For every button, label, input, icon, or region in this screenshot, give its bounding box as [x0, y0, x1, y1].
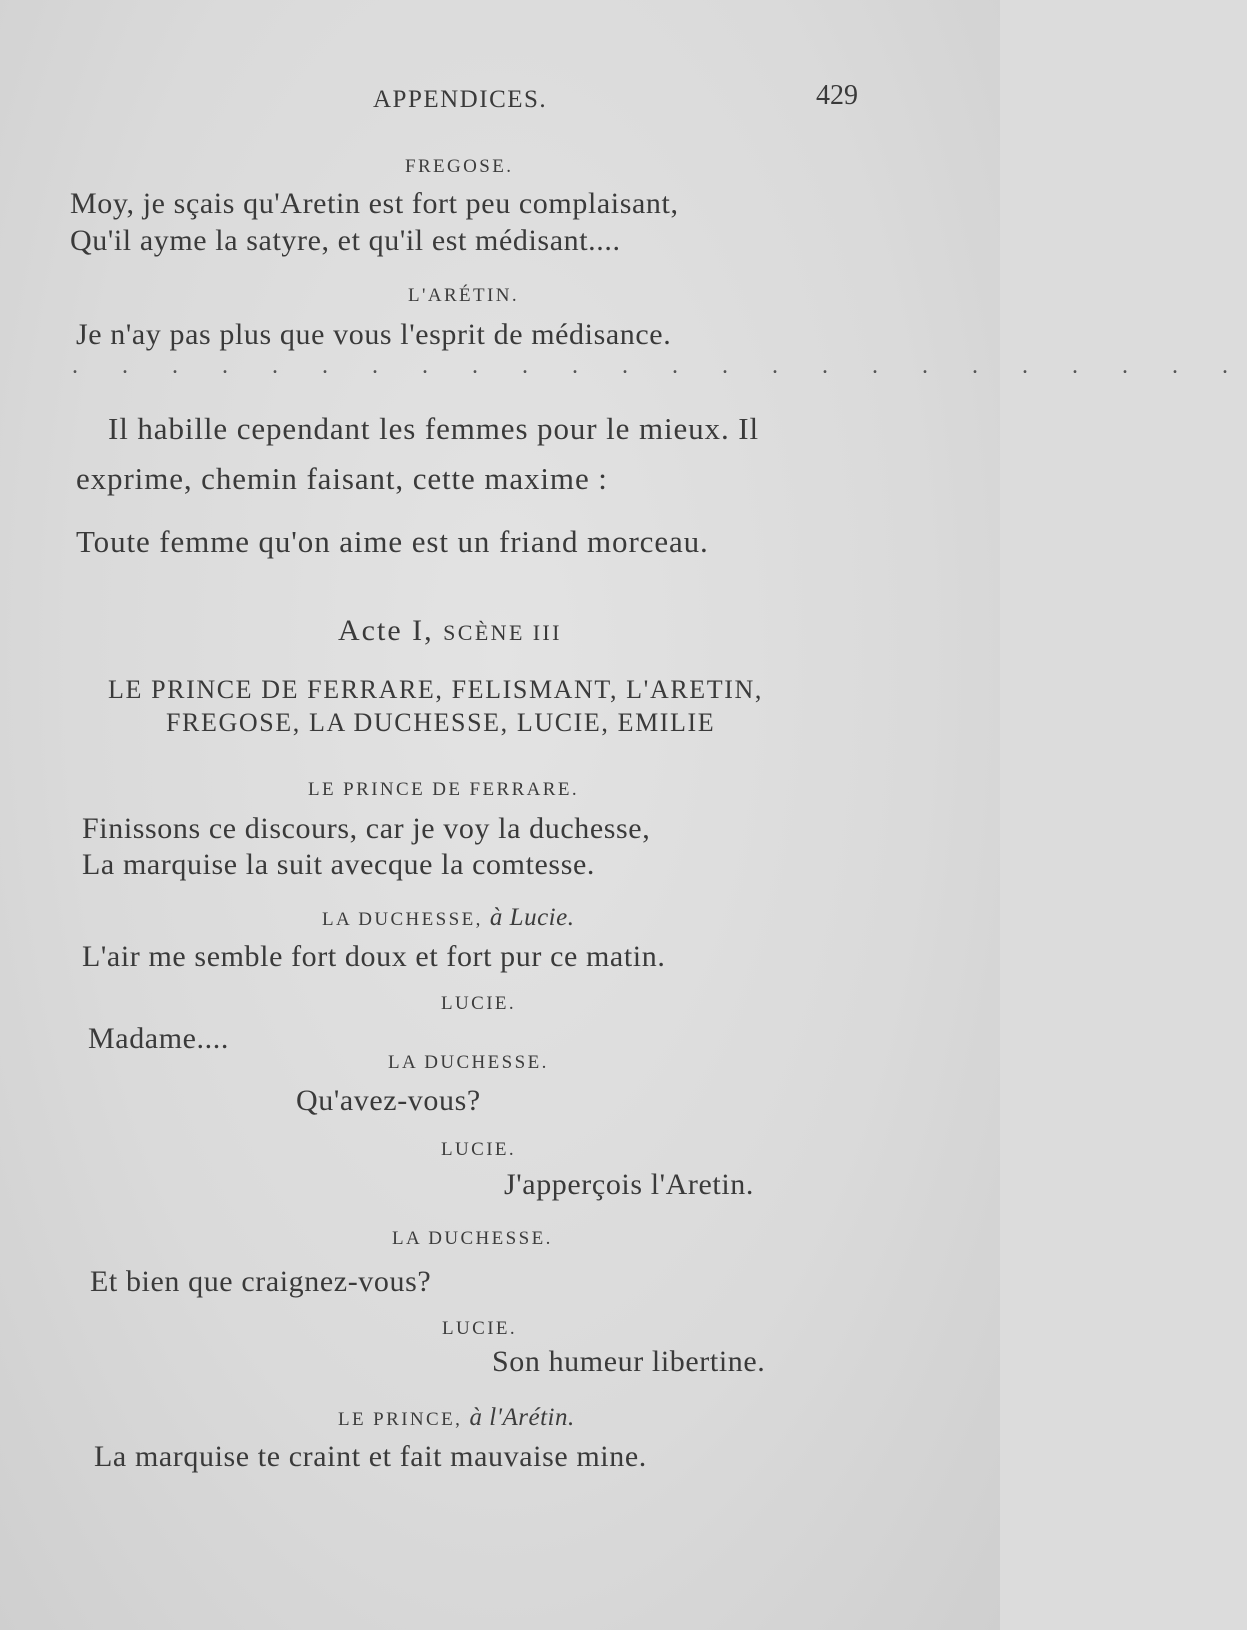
verse-line: Madame....	[88, 1022, 229, 1055]
speaker-lucie: LUCIE.	[442, 1318, 518, 1339]
verse-line: La marquise la suit avecque la comtesse.	[82, 848, 595, 881]
verse-line: Je n'ay pas plus que vous l'esprit de médisance.	[76, 318, 672, 351]
verse-line: L'air me semble fort doux et fort pur ce matin.	[82, 940, 666, 973]
verse-line: J'apperçois l'Aretin.	[504, 1168, 755, 1201]
verse-line: Son humeur libertine.	[492, 1345, 766, 1378]
speaker-le-prince	[338, 1404, 575, 1432]
speaker-name: LE PRINCE,	[338, 1409, 463, 1430]
speaker-lucie: LUCIE.	[441, 993, 517, 1014]
prose-line: exprime, chemin faisant, cette maxime :	[76, 461, 608, 496]
page-number: 429	[816, 80, 858, 111]
act-scene-heading	[338, 614, 562, 648]
stage-direction: à Lucie.	[489, 904, 575, 931]
speaker-la-duchesse: LA DUCHESSE.	[392, 1228, 553, 1249]
speaker-la-duchesse: LA DUCHESSE.	[388, 1052, 549, 1073]
omission-dots: . . . . . . . . . . . . . . . . . . . . . . . .	[72, 353, 1247, 379]
running-head: APPENDICES.	[373, 86, 548, 113]
verse-line: Et bien que craignez-vous?	[90, 1265, 432, 1298]
speaker-name: LA DUCHESSE,	[322, 909, 483, 930]
verse-line: Moy, je sçais qu'Aretin est fort peu complaisant,	[70, 187, 679, 220]
verse-line: Qu'il ayme la satyre, et qu'il est médisant....	[70, 224, 621, 257]
scene-label: SCÈNE III	[443, 620, 562, 645]
cast-list-line: FREGOSE, LA DUCHESSE, LUCIE, EMILIE	[166, 708, 716, 737]
speaker-aretin: L'ARÉTIN.	[408, 285, 520, 306]
speaker-lucie: LUCIE.	[441, 1139, 517, 1160]
speaker-la-duchesse	[322, 904, 574, 932]
cast-list-line: LE PRINCE DE FERRARE, FELISMANT, L'ARETIN,	[108, 675, 763, 704]
speaker-prince-de-ferrare: LE PRINCE DE FERRARE.	[308, 779, 580, 800]
verse-line: La marquise te craint et fait mauvaise mine.	[94, 1440, 647, 1473]
verse-line: Qu'avez-vous?	[296, 1084, 481, 1117]
speaker-fregose: FREGOSE.	[405, 156, 514, 177]
stage-direction: à l'Arétin.	[469, 1404, 575, 1431]
verse-line: Finissons ce discours, car je voy la duchesse,	[82, 812, 651, 845]
prose-line: Il habille cependant les femmes pour le mieux. Il	[108, 411, 759, 446]
act-label: Acte I,	[338, 614, 434, 647]
maxim-line: Toute femme qu'on aime est un friand morceau.	[76, 524, 709, 559]
